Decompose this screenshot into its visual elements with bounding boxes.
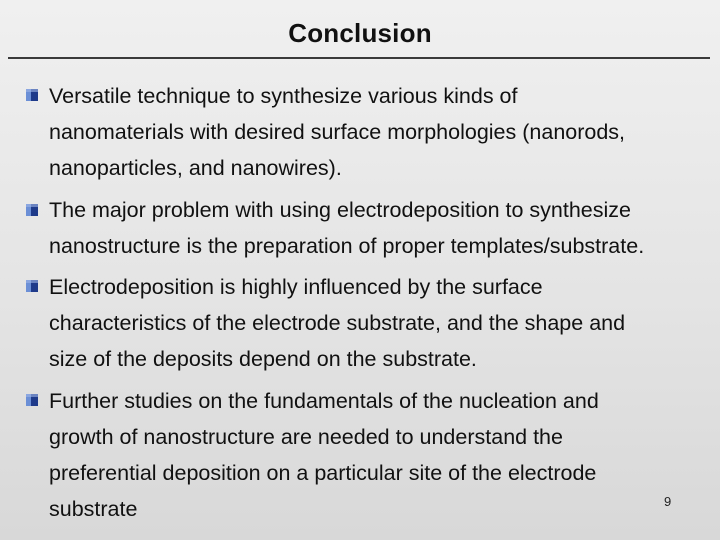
bullet-square-icon	[26, 394, 38, 406]
bullet-text-4: Further studies on the fundamentals of the nucleation and growth of nanostructure are needed to understand the preferential deposition on a particular site of the electrode substrate	[49, 389, 599, 521]
slide-title: Conclusion	[288, 18, 432, 48]
bullet-square-icon	[26, 89, 38, 101]
bullet-square-icon	[26, 280, 38, 292]
page-number: 9	[664, 494, 672, 509]
bullet-square-icon	[26, 204, 38, 216]
bullet-text-2: The major problem with using electrodeposition to synthesize nanostructure is the preparation of proper templates/substrate.	[49, 198, 645, 258]
title-divider	[8, 57, 710, 59]
bullet-text-1: Versatile technique to synthesize various kinds of nanomaterials with desired surface morphologies (nanorods, nanoparticles, and nanowires).	[49, 84, 626, 180]
bullet-text-3: Electrodeposition is highly influenced by the surface characteristics of the electrode substrate, and the shape and size of the deposits depend on the substrate.	[49, 275, 626, 371]
